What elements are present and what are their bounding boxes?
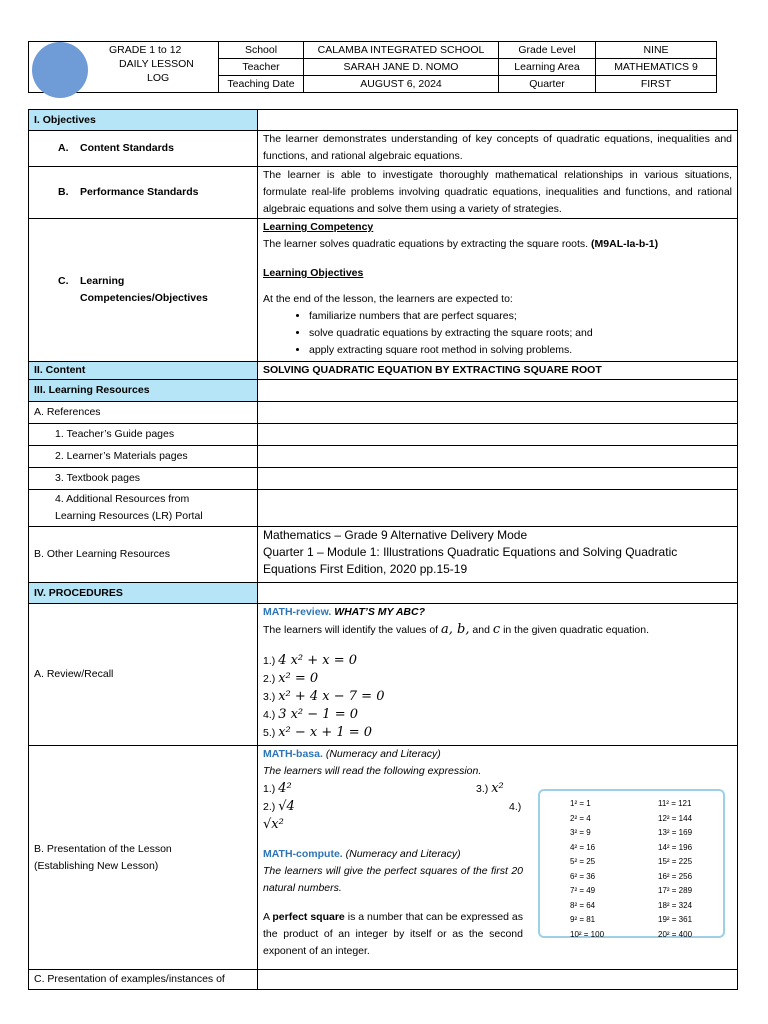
- review-tag: MATH-review.: [263, 606, 332, 618]
- header-row-school: [219, 42, 717, 59]
- square-entry: 6² = 36: [570, 871, 596, 881]
- competencies-row: [29, 219, 738, 362]
- procedures-header-blank: [258, 583, 738, 604]
- performance-standards-text: The learner is able to investigate thoroughly mathematical relationships in various situations, formulate real-life problems involving quadratic equations, inequalities and functions, and rational algebraic equations and solve them using a variety of strategies.: [258, 167, 738, 219]
- expression-line-4: [263, 816, 523, 834]
- textbook-value: [258, 468, 738, 490]
- square-entry: 7² = 49: [570, 886, 596, 895]
- equation-item: [263, 706, 732, 724]
- square-entry: 2² = 4: [570, 813, 591, 823]
- expression-text: x²: [491, 781, 504, 796]
- basa-instruction: The learners will read the following expression.: [263, 765, 482, 777]
- teachers-guide-value: [258, 424, 738, 446]
- equation-text: x² = 0: [278, 671, 319, 686]
- additional-resources-value: [258, 490, 738, 527]
- grade-level-key: Grade Level: [499, 42, 596, 59]
- school-logo: [32, 42, 88, 98]
- references-label: A. References: [29, 402, 258, 424]
- review-c: c: [492, 622, 501, 637]
- review-instr-post: in the given quadratic equation.: [503, 624, 650, 636]
- compute-tag: MATH-compute.: [263, 848, 343, 860]
- ps-bold: perfect square: [272, 911, 345, 923]
- grade-level-value: NINE: [596, 42, 717, 59]
- additional-resources-line-2: Learning Resources (LR) Portal: [55, 510, 203, 522]
- additional-resources-label: [29, 490, 258, 527]
- performance-standards-text-label: Performance Standards: [80, 186, 199, 198]
- perfect-square-definition: [263, 909, 523, 960]
- competencies-text: [258, 219, 738, 362]
- presentation-text-column: [263, 746, 523, 960]
- presentation-label: [29, 746, 258, 970]
- school-value: CALAMBA INTEGRATED SCHOOL: [304, 42, 499, 59]
- procedures-header-row: [29, 583, 738, 604]
- basa-note: (Numeracy and Literacy): [325, 748, 441, 760]
- review-content: [258, 604, 738, 746]
- equation-item: [263, 652, 732, 670]
- square-entry: 1² = 1: [570, 799, 591, 808]
- resources-header-row: [29, 380, 738, 402]
- equation-text: x² + 4 x − 7 = 0: [278, 689, 385, 704]
- grade-line-1: GRADE 1 to 12: [109, 44, 182, 56]
- teacher-key: Teacher: [219, 59, 304, 76]
- performance-standards-letter: B.: [58, 186, 69, 198]
- equation-number: 4.): [263, 709, 276, 721]
- performance-standards-row: [29, 167, 738, 219]
- objectives-title: I. Objectives: [29, 110, 258, 131]
- objective-item: • familiarize numbers that are perfect squares;: [309, 308, 732, 325]
- spacer: [263, 834, 523, 846]
- competencies-label-line-1: Learning: [80, 275, 125, 287]
- teaching-date-value: AUGUST 6, 2024: [304, 76, 499, 93]
- expression-text: √x²: [263, 817, 284, 832]
- equation-number: 2.): [263, 673, 276, 685]
- square-entry: 9² = 81: [570, 915, 596, 924]
- squares-left-column: [570, 797, 604, 942]
- equation-number: 3.): [263, 691, 276, 703]
- square-entry: 8² = 64: [570, 900, 596, 910]
- expression-text: √4: [278, 799, 295, 814]
- grade-line-3: LOG: [147, 72, 170, 84]
- expression-number: 3.): [476, 783, 489, 795]
- basa-heading-line: [263, 746, 523, 763]
- references-value: [258, 402, 738, 424]
- review-label: A. Review/Recall: [29, 604, 258, 746]
- examples-row: [29, 970, 738, 990]
- compute-heading-line: [263, 846, 523, 863]
- spacer: [263, 897, 523, 909]
- basa-tag: MATH-basa.: [263, 748, 323, 760]
- review-row: [29, 604, 738, 746]
- quarter-value: FIRST: [596, 76, 717, 93]
- square-entry: 19² = 361: [658, 915, 693, 924]
- square-entry: 13² = 169: [658, 828, 693, 837]
- learners-materials-row: [29, 446, 738, 468]
- objectives-header-blank: [258, 110, 738, 131]
- references-row: [29, 402, 738, 424]
- learning-objectives-heading: Learning Objectives: [263, 267, 364, 279]
- content-row: [29, 362, 738, 380]
- square-entry: 17² = 289: [658, 886, 693, 895]
- presentation-label-line-1: B. Presentation of the Lesson: [34, 842, 172, 855]
- learning-competency-text: The learner solves quadratic equations by extracting the square roots.: [263, 238, 589, 250]
- objective-item: • solve quadratic equations by extracting the square roots; and: [309, 325, 732, 342]
- review-heading-line: [263, 604, 732, 621]
- objectives-header-row: [29, 110, 738, 131]
- competencies-letter: C.: [58, 275, 69, 287]
- quarter-key: Quarter: [499, 76, 596, 93]
- other-resources-text: [258, 527, 738, 583]
- square-entry: 15² = 225: [658, 857, 693, 866]
- content-standards-letter: A.: [58, 142, 69, 154]
- review-vars: a, b,: [441, 622, 470, 637]
- content-standards-label: [29, 131, 258, 167]
- compute-instruction: The learners will give the perfect squares of the first 20 natural numbers.: [263, 865, 523, 894]
- expression-number: 4.): [509, 801, 522, 813]
- learning-objectives-intro: At the end of the lesson, the learners are expected to:: [263, 293, 513, 305]
- competencies-label-line-2: Competencies/Objectives: [80, 292, 208, 304]
- teaching-date-key: Teaching Date: [219, 76, 304, 93]
- teachers-guide-row: [29, 424, 738, 446]
- other-resources-line-1: Mathematics – Grade 9 Alternative Delivery Mode: [263, 528, 528, 542]
- additional-resources-row: [29, 490, 738, 527]
- perfect-squares-image: [538, 789, 725, 938]
- square-entry: 14² = 196: [658, 842, 693, 852]
- review-heading: WHAT’S MY ABC?: [334, 606, 425, 618]
- ps-post: is a number that can be expressed as the product of an integer by itself or as the second exponent of an integer.: [263, 911, 523, 957]
- header-info-table: [218, 41, 717, 93]
- spacer: [263, 282, 732, 291]
- expression-text: 4²: [278, 781, 292, 796]
- square-entry: 10² = 100: [570, 929, 605, 939]
- teachers-guide-label: 1. Teacher’s Guide pages: [29, 424, 258, 446]
- review-and: and: [472, 624, 490, 636]
- ps-pre: A: [263, 911, 270, 923]
- content-standards-text-label: Content Standards: [80, 142, 174, 154]
- learning-competency-line: [263, 236, 732, 253]
- square-entry: 3² = 9: [570, 828, 591, 837]
- resources-header-blank: [258, 380, 738, 402]
- presentation-label-line-2: (Establishing New Lesson): [34, 859, 159, 872]
- examples-value: [258, 970, 738, 990]
- content-text: SOLVING QUADRATIC EQUATION BY EXTRACTING SQUARE ROOT: [258, 362, 738, 380]
- square-entry: 16² = 256: [658, 871, 693, 881]
- other-resources-row: [29, 527, 738, 583]
- learning-competency-code: (M9AL-Ia-b-1): [591, 238, 659, 250]
- textbook-label: 3. Textbook pages: [29, 468, 258, 490]
- header-row-teacher: [219, 59, 717, 76]
- equation-number: 1.): [263, 655, 276, 667]
- square-entry: 20² = 400: [658, 929, 693, 939]
- square-entry: 12² = 144: [658, 813, 693, 823]
- squares-right-column: [658, 797, 692, 942]
- header-title-box: [28, 41, 218, 93]
- learning-competency-heading: Learning Competency: [263, 221, 374, 233]
- square-entry: 5² = 25: [570, 857, 596, 866]
- spacer: [263, 639, 732, 652]
- content-title: II. Content: [29, 362, 258, 380]
- learning-area-key: Learning Area: [499, 59, 596, 76]
- learners-materials-value: [258, 446, 738, 468]
- square-entry: 11² = 121: [658, 799, 692, 808]
- textbook-row: [29, 468, 738, 490]
- review-instr-pre: The learners will identify the values of: [263, 624, 439, 636]
- school-key: School: [219, 42, 304, 59]
- header-row-date: [219, 76, 717, 93]
- header: [28, 41, 736, 94]
- square-entry: 4² = 16: [570, 842, 596, 852]
- procedures-title: IV. PROCEDURES: [29, 583, 258, 604]
- performance-standards-label: [29, 167, 258, 219]
- competencies-label-wrap: [58, 273, 252, 307]
- resources-title: III. Learning Resources: [29, 380, 258, 402]
- spacer: [263, 253, 732, 265]
- equation-text: 4 x² + x = 0: [278, 653, 358, 668]
- learners-materials-label: 2. Learner’s Materials pages: [29, 446, 258, 468]
- content-standards-row: [29, 131, 738, 167]
- grade-line-2: DAILY LESSON: [119, 58, 194, 70]
- square-entry: 18² = 324: [658, 900, 693, 910]
- other-resources-line-2: Quarter 1 – Module 1: Illustrations Quadratic Equations and Solving Quadratic Equations First Edition, 2020 pp.15-19: [263, 545, 678, 576]
- content-standards-text: The learner demonstrates understanding of key concepts of quadratic equations, inequalities and functions, and rational algebraic equations.: [258, 131, 738, 167]
- objective-item: • apply extracting square root method in solving problems.: [309, 342, 732, 359]
- equation-text: x² − x + 1 = 0: [278, 725, 373, 740]
- competencies-label: [29, 219, 258, 362]
- expression-number: 1.): [263, 783, 276, 795]
- equation-text: 3 x² − 1 = 0: [278, 707, 358, 722]
- expression-line-1: [263, 780, 523, 798]
- equation-item: [263, 724, 732, 742]
- equation-item: [263, 688, 732, 706]
- learning-objectives-list: [263, 308, 732, 359]
- compute-note: (Numeracy and Literacy): [345, 848, 461, 860]
- learning-area-value: MATHEMATICS 9: [596, 59, 717, 76]
- expression-line-2: [263, 798, 523, 816]
- other-resources-label: B. Other Learning Resources: [29, 527, 258, 583]
- expression-3: [476, 780, 504, 798]
- equation-number: 5.): [263, 727, 276, 739]
- additional-resources-line-1: 4. Additional Resources from: [55, 493, 190, 505]
- review-instruction: [263, 621, 732, 639]
- examples-label: C. Presentation of examples/instances of: [29, 970, 258, 990]
- teacher-value: SARAH JANE D. NOMO: [304, 59, 499, 76]
- expression-number: 2.): [263, 801, 276, 813]
- equation-item: [263, 670, 732, 688]
